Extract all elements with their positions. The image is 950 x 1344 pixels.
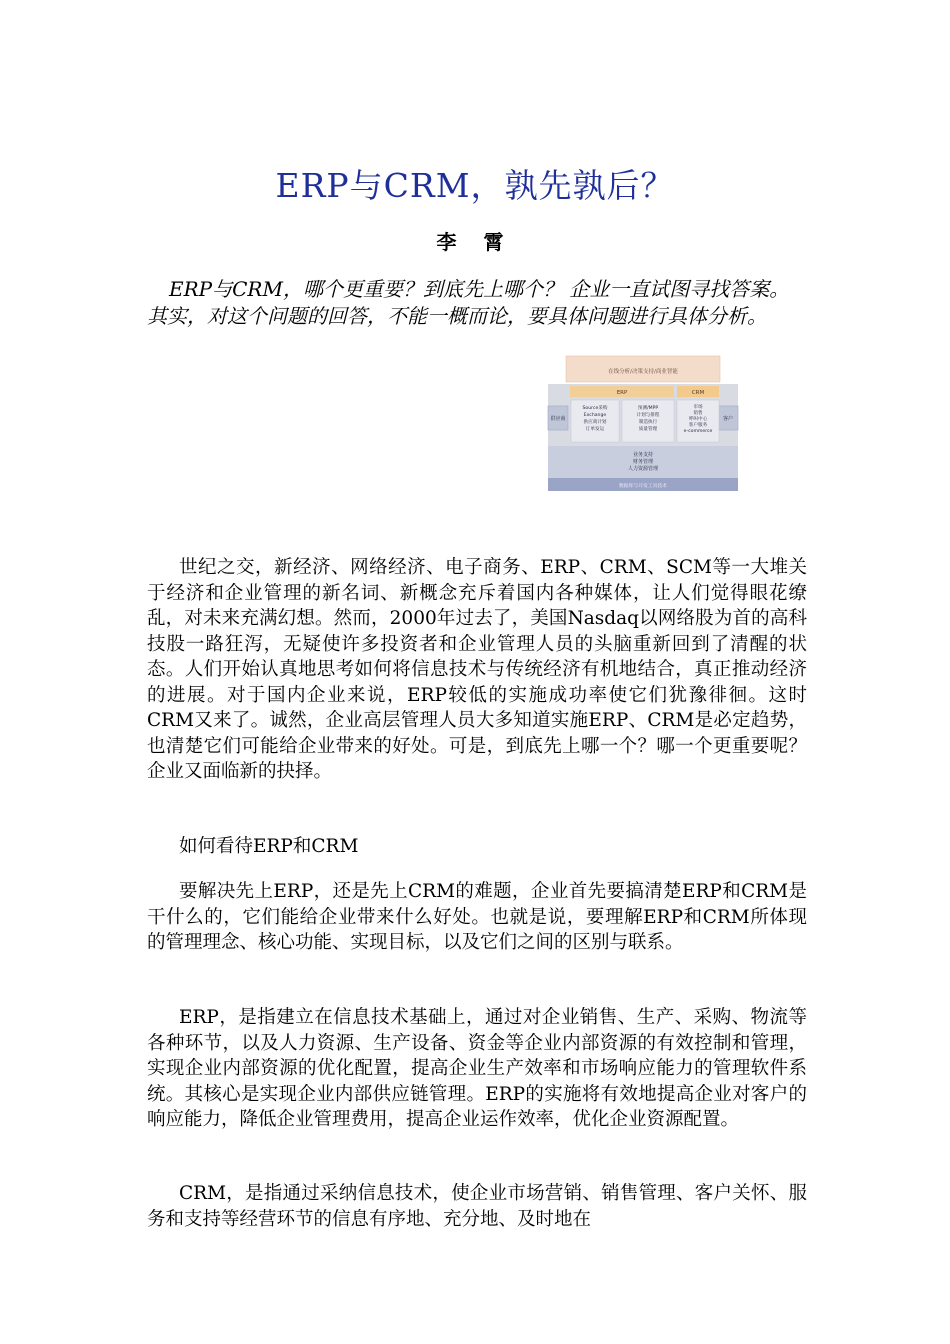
col3-item: 市场 — [693, 405, 703, 410]
architecture-diagram — [546, 352, 740, 492]
col2-item: 计划与排程 — [636, 413, 660, 418]
body-paragraph: ERP，是指建立在信息技术基础上，通过对企业销售、生产、采购、物流等各种环节，以及人力资源、生产设备、资金等企业内部资源的有效控制和管理，实现企业内部资源的优化配置，提高企业生产效率和市场响应能力的管理软件系统。其核心是实现企业内部供应链管理。ERP的实施将有效地提高企业对客户的响应能力，降低企业管理费用，提高企业运作效率，优化企业资源配置。 — [147, 1007, 807, 1130]
col1-item: 订单发运 — [585, 427, 605, 432]
base-item: 业务支持 — [632, 452, 654, 458]
body-paragraph: 世纪之交，新经济、网络经济、电子商务、ERP、CRM、SCM等一大堆关于经济和企业管理的新名词、新概念充斥着国内各种媒体，让人们觉得眼花缭乱，对未来充满幻想。然而，2000年过去了，美国Nasdaq以网络股为首的高科技股一路狂泻，无疑使许多投资者和企业管理人员的头脑重新回到了清醒的状态。人们开始认真地思考如何将信息技术与传统经济有机地结合，真正推动经济的进展。对于国内企业来说，ERP较低的实施成功率使它们犹豫徘徊。这时CRM又来了。诚然，企业高层管理人员大多知道实施ERP、CRM是必定趋势，也清楚它们可能给企业带来的好处。可是，到底先上哪一个？哪一个更重要呢？企业又面临新的抉择。 — [147, 557, 807, 782]
author-name: 李 霄 — [436, 230, 514, 254]
base-item: 人力资源管理 — [627, 466, 659, 472]
analysis-bar-label: 在线分析/决策支持/商业智能 — [608, 369, 678, 375]
col2-item: 预测/MPP — [637, 406, 659, 411]
col3-item: 客户服务 — [688, 423, 708, 428]
erp-label: ERP — [616, 390, 628, 396]
customer-label: 客户 — [722, 416, 734, 422]
body-paragraph: 要解决先上ERP，还是先上CRM的难题，企业首先要搞清楚ERP和CRM是干什么的，它们能给企业带来什么好处。也就是说，要理解ERP和CRM所体现的管理理念、核心功能、实现目标，以及它们之间的区别与联系。 — [147, 881, 807, 953]
section-heading: 如何看待ERP和CRM — [179, 836, 359, 857]
erp-crm-architecture-figure — [546, 352, 740, 492]
col3-item: e-commerce — [683, 429, 713, 434]
col3-item: 呼叫中心 — [688, 417, 708, 422]
intro-paragraph: ERP与CRM，哪个更重要？到底先上哪个？ 企业一直试图寻找答案。其实，对这个问题的回答，不能一概而论，要具体问题进行具体分析。 — [147, 277, 790, 328]
supplier-label: 供应商 — [550, 416, 566, 422]
body-paragraph: CRM，是指通过采纳信息技术，使企业市场营销、销售管理、客户关怀、服务和支持等经营环节的信息有序地、充分地、及时地在 — [147, 1183, 807, 1230]
crm-label: CRM — [691, 390, 705, 396]
col1-item: Source采购 — [582, 406, 608, 411]
col1-item: 供应商计划 — [583, 420, 607, 425]
col3-item: 销售 — [693, 411, 703, 416]
col1-item: Exchange — [583, 413, 607, 418]
col2-item: 质量管理 — [638, 427, 658, 432]
col2-item: 制造执行 — [638, 420, 658, 425]
database-bar-label: 数据库与开发工具技术 — [619, 484, 667, 489]
document-title: ERP与CRM，孰先孰后？ — [275, 166, 675, 205]
base-item: 财务管理 — [632, 459, 654, 465]
